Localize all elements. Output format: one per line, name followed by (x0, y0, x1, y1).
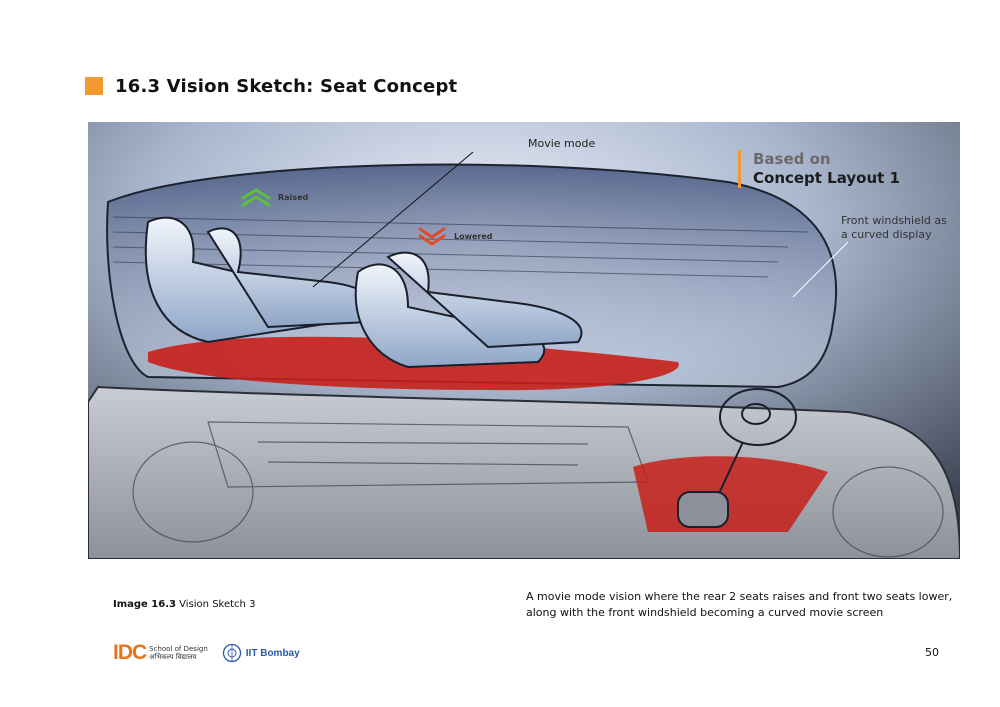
concept-layout-label: Concept Layout 1 (753, 169, 900, 187)
based-on-label: Based on (753, 150, 831, 168)
idc-school-line1: School of Design (149, 645, 208, 653)
based-on-callout (738, 150, 900, 188)
windshield-label: Front windshield as a curved display (841, 214, 947, 241)
caption-text: Vision Sketch 3 (179, 599, 256, 610)
movie-mode-label: Movie mode (528, 137, 596, 150)
page-number: 50 (925, 646, 939, 659)
caption-label: Image 16.3 (113, 599, 176, 610)
footer-logos (113, 641, 300, 665)
heading-square-icon (85, 77, 103, 95)
iit-bombay-logo: IIT Bombay (245, 647, 300, 659)
image-description: A movie mode vision where the rear 2 seats raises and front two seats lower, along with the front windshield becoming a curved movie screen (526, 590, 953, 619)
image-caption (113, 599, 255, 610)
vision-sketch-image (88, 122, 960, 559)
lowered-label: Lowered (454, 232, 493, 241)
raised-label: Raised (278, 193, 309, 202)
page-title: 16.3 Vision Sketch: Seat Concept (115, 75, 458, 97)
iit-emblem-icon (222, 643, 242, 663)
idc-logo: IDC (113, 641, 147, 664)
idc-school-line2: अभिकल्प विद्यालय (149, 653, 197, 661)
section-heading (85, 73, 457, 99)
idc-school-name (149, 645, 208, 661)
